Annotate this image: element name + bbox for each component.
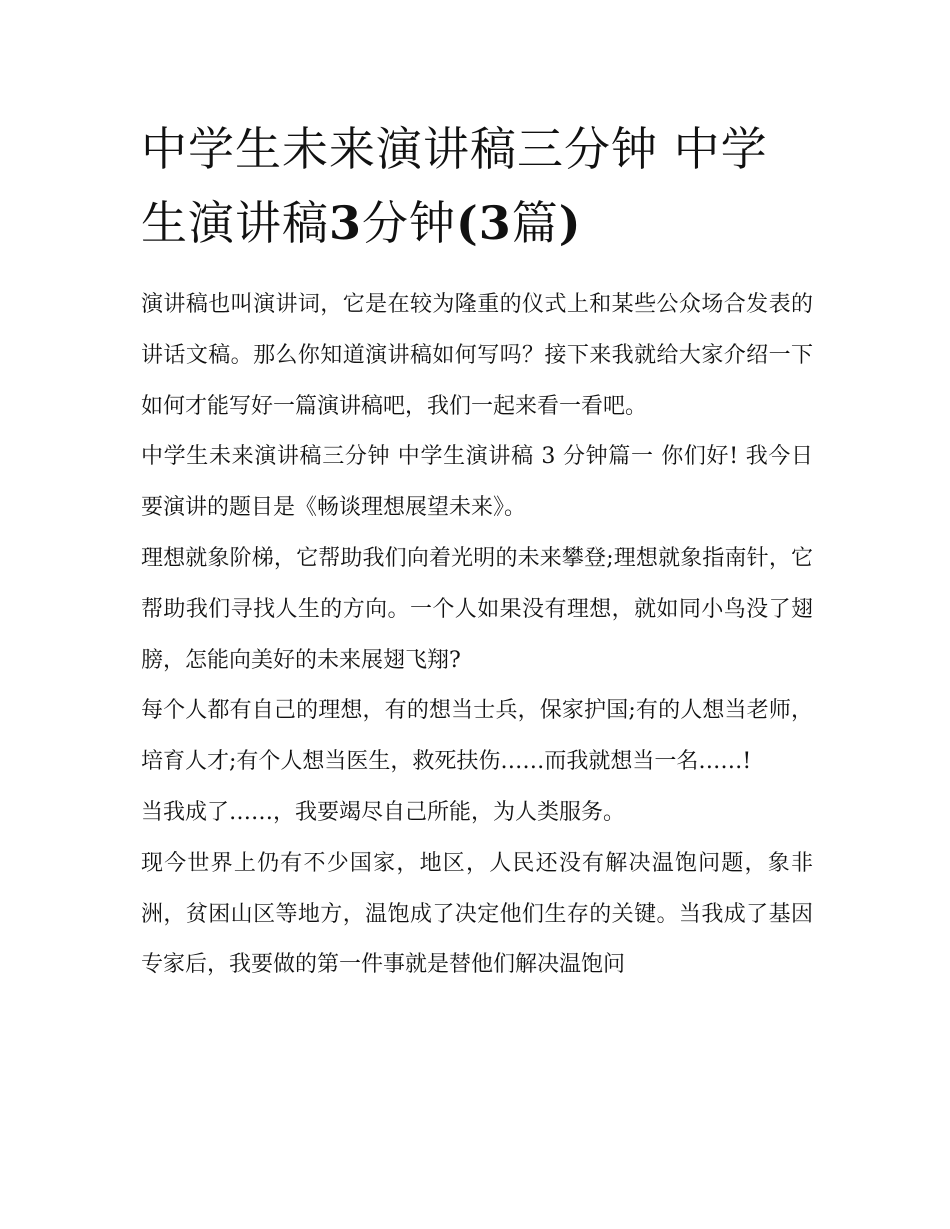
paragraph-world-hunger: 现今世界上仍有不少国家，地区，人民还没有解决温饱问题，象非洲，贫困山区等地方，温饱成了决定他们生存的关键。当我成了基因专家后，我要做的第一件事就是替他们解决温饱问 [141, 850, 813, 978]
paragraph-intro: 演讲稿也叫演讲词，它是在较为隆重的仪式上和某些公众场合发表的讲话文稿。那么你知道演讲稿如何写吗？接下来我就给大家介绍一下如何才能写好一篇演讲稿吧，我们一起来看一看吧。 [141, 292, 813, 419]
document-page [141, 112, 813, 991]
paragraph-everyone-ideal: 每个人都有自己的理想，有的想当士兵，保家护国;有的人想当老师，培育人才;有个人想当医生，救死扶伤……而我就想当一名……! [141, 698, 813, 775]
paragraph-ideal-ladder: 理想就象阶梯，它帮助我们向着光明的未来攀登;理想就象指南针，它帮助我们寻找人生的方向。一个人如果没有理想，就如同小鸟没了翅膀，怎能向美好的未来展翅飞翔? [141, 545, 813, 673]
paragraph-serve-humanity: 当我成了……，我要竭尽自己所能，为人类服务。 [141, 799, 626, 825]
paragraph-opening: 中学生未来演讲稿三分钟 中学生演讲稿 3 分钟篇一 你们好! 我今日要演讲的题目是《畅谈理想展望未来》。 [141, 444, 813, 521]
document-title: 中学生未来演讲稿三分钟 中学生演讲稿3分钟(3篇) [141, 122, 768, 250]
document-body [141, 280, 813, 991]
